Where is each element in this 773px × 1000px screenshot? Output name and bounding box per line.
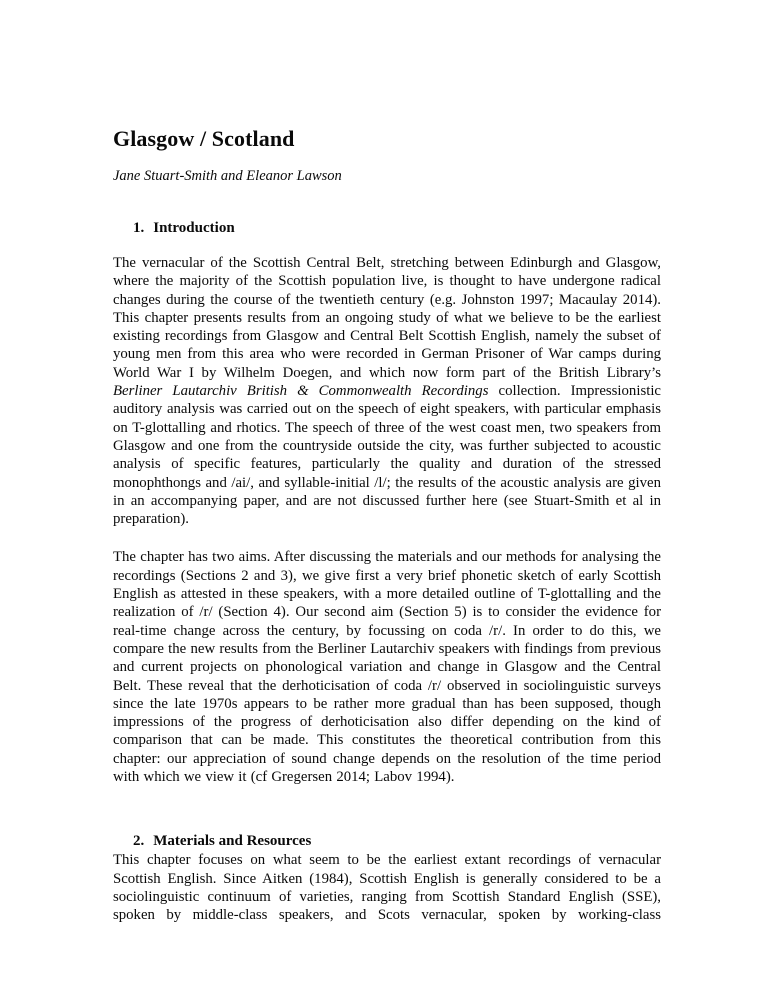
body-paragraph [113, 254, 661, 528]
section [113, 832, 661, 924]
body-paragraph [113, 548, 661, 786]
section-number: 2. [133, 833, 145, 850]
paper-authors: Jane Stuart-Smith and Eleanor Lawson [113, 168, 342, 184]
section [113, 219, 661, 786]
body-paragraph [113, 851, 661, 924]
italic-phrase: Berliner Lautarchiv British & Commonwealth Recordings [113, 383, 489, 400]
text-segment: The vernacular of the Scottish Central Belt, stretching between Edinburgh and Glasgow, where the majority of the Scottish population live, is thought to have undergone radical changes during the course of the twentieth century (e.g. Johnston 1997; Macaulay 2014). This chapter presents results from an ongoing study of what we believe to be the earliest existing recordings from Glasgow and Central Belt Scottish English, namely the subset of young men from this area who were recorded in German Prisoner of War camps during World War I by Wilhelm Doegen, and which now form part of the British Library’s [113, 255, 661, 381]
paper-title: Glasgow / Scotland [113, 126, 295, 151]
text-segment: This chapter focuses on what seem to be the earliest extant recordings of vernacular Scottish English. Since Aitken (1984), Scottish English is generally considered to be a sociolinguistic continuum of varieties, ranging from Scottish Standard English (SSE), spoken by middle-class speakers, and Scots vernacular, spoken by working-class [113, 852, 661, 924]
section-number: 1. [133, 220, 145, 236]
sections-container [113, 219, 661, 925]
section-title: Materials and Resources [153, 833, 312, 850]
text-segment: collection. Impressionistic auditory analysis was carried out on the speech of eight speakers, with particular emphasis on T-glottalling and rhotics. The speech of three of the west coast men, two speakers from Glasgow and one from the countryside outside the city, was further subjected to acoustic analysis of specific features, particularly the quality and duration of the stressed monophthongs and /ai/, and syllable-initial /l/; the results of the acoustic analysis are given in an accompanying paper, and are not discussed further here (see Stuart-Smith et al in preparation). [113, 383, 661, 528]
section-title: Introduction [153, 220, 235, 236]
text-segment: The chapter has two aims. After discussing the materials and our methods for analysing the recordings (Sections 2 and 3), we give first a very brief phonetic sketch of early Scottish English as attested in these speakers, with a more detailed outline of T-glottalling and the realization of /r/ (Section 4). Our second aim (Section 5) is to consider the evidence for real-time change across the century, by focussing on coda /r/. In order to do this, we compare the new results from the Berliner Lautarchiv speakers with findings from previous and current projects on phonological variation and change in Glasgow and the Central Belt. These reveal that the derhoticisation of coda /r/ observed in sociolinguistic surveys since the late 1970s appears to be rather more gradual than has been supposed, though impressions of the progress of derhoticisation also differ depending on the kind of comparison that can be made. This constitutes the theoretical contribution from this chapter: our appreciation of sound change depends on the resolution of the time period with which we view it (cf Gregersen 2014; Labov 1994). [113, 549, 661, 786]
section-heading [113, 832, 661, 851]
section-heading [113, 219, 661, 238]
